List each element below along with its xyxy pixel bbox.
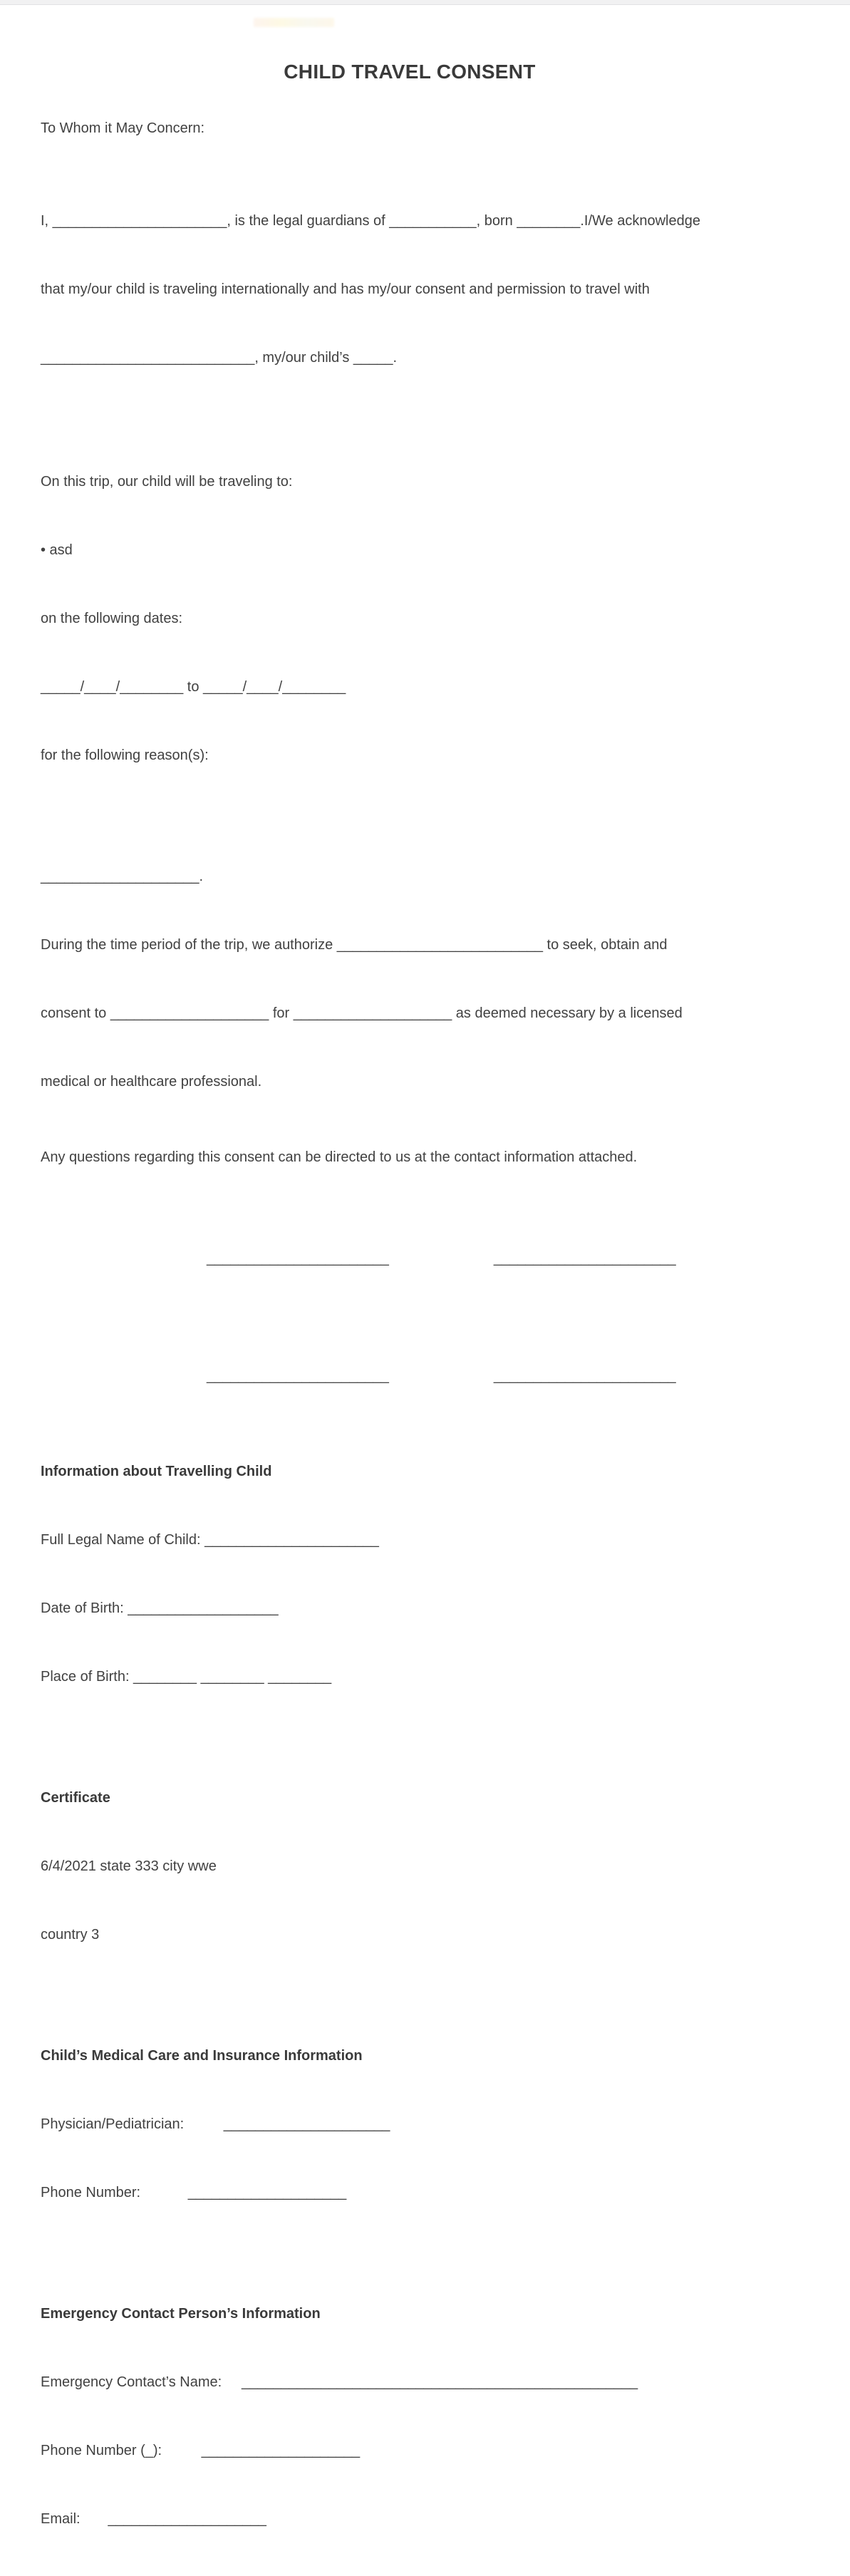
- trip-dates-blanks[interactable]: _____/____/________ to _____/____/________: [41, 679, 346, 695]
- section-travelling-child: [41, 1414, 779, 1734]
- signature-line-4[interactable]: _______________________: [493, 1368, 676, 1384]
- field-emergency-phone[interactable]: Phone Number (_): ____________________: [41, 2443, 361, 2458]
- signature-row-1: [41, 1247, 779, 1270]
- authorization-paragraph: [41, 819, 779, 1139]
- consent-line[interactable]: consent to ____________________ for ____________________ as deemed necessary by a licensed: [41, 1005, 683, 1021]
- trip-reason-label: for the following reason(s):: [41, 748, 209, 763]
- intro-line-consent: that my/our child is traveling internationally and has my/our consent and permission to travel with: [41, 281, 650, 297]
- section-heading: Child’s Medical Care and Insurance Information: [41, 2048, 363, 2064]
- authorize-line[interactable]: During the time period of the trip, we authorize __________________________ to seek, obtain and: [41, 937, 668, 953]
- section-heading: Information about Travelling Child: [41, 1464, 272, 1479]
- field-child-name[interactable]: Full Legal Name of Child: ______________________: [41, 1532, 379, 1548]
- intro-line-relationship[interactable]: ___________________________, my/our child’s _____.: [41, 350, 398, 366]
- questions-note: Any questions regarding this consent can be directed to us at the contact information attached.: [41, 1149, 638, 1165]
- certificate-country: country 3: [41, 1927, 100, 1943]
- field-place-of-birth[interactable]: Place of Birth: ________ ________ ________: [41, 1669, 332, 1685]
- section-heading: Certificate: [41, 1790, 110, 1806]
- field-emergency-email[interactable]: Email: ____________________: [41, 2511, 266, 2527]
- reason-blank-line[interactable]: ____________________.: [41, 869, 204, 884]
- section-medical-care: [41, 1999, 779, 2250]
- section-emergency-contact: [41, 2257, 779, 2576]
- signature-line-1[interactable]: _______________________: [207, 1251, 389, 1266]
- intro-line-guardians[interactable]: I, ______________________, is the legal guardians of ___________, born ________.I/We acknowledge: [41, 213, 700, 229]
- signature-row-2: [41, 1365, 779, 1387]
- section-certificate: [41, 1741, 779, 1992]
- field-emergency-name[interactable]: Emergency Contact’s Name: __________________________________________________: [41, 2374, 638, 2390]
- document-title: CHILD TRAVEL CONSENT: [284, 61, 536, 83]
- trip-destination-bullet: • asd: [41, 542, 73, 558]
- certificate-details: 6/4/2021 state 333 city wwe: [41, 1858, 217, 1874]
- section-heading: Emergency Contact Person’s Information: [41, 2306, 321, 2322]
- trip-paragraph: [41, 425, 779, 812]
- signature-line-2[interactable]: _______________________: [493, 1251, 676, 1266]
- trip-dates-label: on the following dates:: [41, 611, 183, 626]
- salutation: To Whom it May Concern:: [41, 120, 205, 136]
- signature-line-3[interactable]: _______________________: [207, 1368, 389, 1384]
- trip-destination-label: On this trip, our child will be traveling to:: [41, 474, 293, 490]
- field-physician[interactable]: Physician/Pediatrician: _____________________: [41, 2116, 390, 2132]
- medical-line: medical or healthcare professional.: [41, 1074, 262, 1090]
- intro-paragraph: [41, 164, 779, 415]
- field-date-of-birth[interactable]: Date of Birth: ___________________: [41, 1600, 279, 1616]
- field-physician-phone[interactable]: Phone Number: ____________________: [41, 2185, 347, 2200]
- document-page: [41, 0, 779, 2576]
